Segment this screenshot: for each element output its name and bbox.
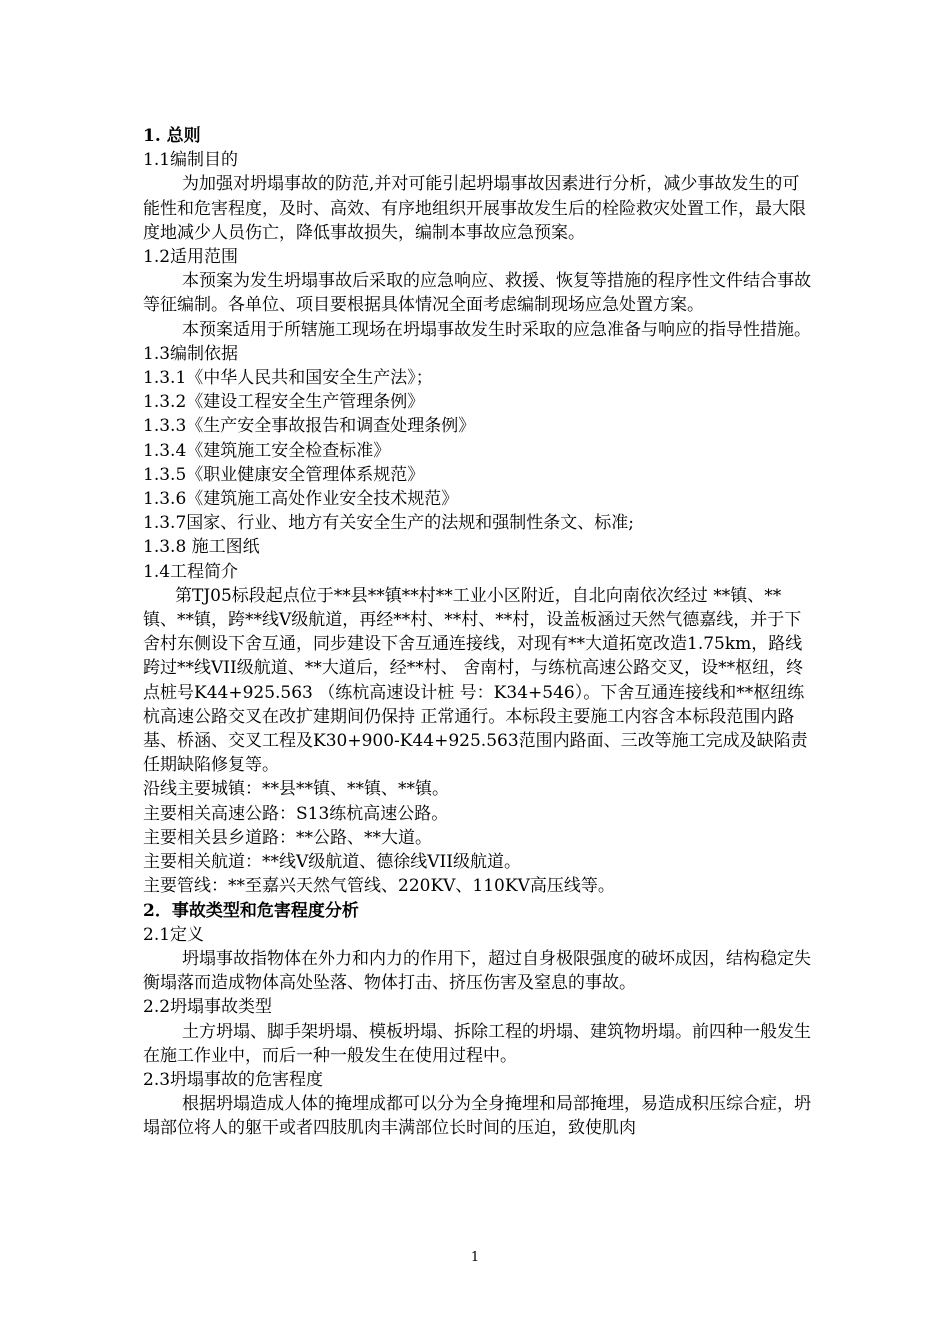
subsection-heading: 2.1定义 (143, 924, 205, 945)
section-heading: 2．事故类型和危害程度分析 (143, 900, 359, 921)
subsection-heading: 1.3编制依据 (143, 343, 239, 364)
paragraph: 根据坍塌造成人体的掩埋成都可以分为全身掩埋和局部掩埋，易造成积压综合症，坍塌部位将人的躯干或者四肢肌肉丰满部位长时间的压迫，致使肌肉 (143, 1094, 811, 1139)
section-heading: 1. 总则 (143, 126, 201, 146)
subsection-heading: 1.1编制目的 (143, 150, 239, 171)
info-line: 主要相关县乡道路：**公路、**大道。 (143, 827, 432, 848)
info-line: 主要管线：**至嘉兴天然气管线、220KV、110KV高压线等。 (143, 876, 615, 897)
subsection-heading: 2.3坍塌事故的危害程度 (143, 1069, 324, 1090)
info-line: 主要相关高速公路：S13练杭高速公路。 (143, 803, 449, 824)
list-item: 1.3.1《中华人民共和国安全生产法》； (143, 368, 433, 389)
paragraph: 坍塌事故指物体在外力和内力的作用下，超过自身极限强度的破坏成因，结构稳定失衡塌落而造成物体高处坠落、物体打击、挤压伤害及窒息的事故。 (143, 948, 811, 994)
subsection-heading: 2.2坍塌事故类型 (143, 997, 273, 1018)
list-item: 1.3.3《生产安全事故报告和调查处理条例》 (143, 416, 476, 437)
list-item: 1.3.6《建筑施工高处作业安全技术规范》 (143, 489, 459, 510)
list-item: 1.3.5《职业健康安全管理体系规范》 (143, 464, 425, 485)
list-item: 1.3.8 施工图纸 (143, 537, 260, 558)
list-item: 1.3.2《建设工程安全生产管理条例》 (143, 392, 425, 413)
paragraph: 为加强对坍塌事故的防范,并对可能引起坍塌事故因素进行分析，减少事故发生的可能性和危害程度，及时、高效、有序地组织开展事故发生后的栓险救灾处置工作，最大限度地减少人员伤亡，降低事故损失，编制本事故应急预案。 (143, 174, 806, 243)
info-line: 沿线主要城镇：**县**镇、**镇、**镇。 (143, 779, 449, 800)
paragraph: 土方坍塌、脚手架坍塌、模板坍塌、拆除工程的坍塌、建筑物坍塌。前四种一般发生在施工作业中，而后一种一般发生在使用过程中。 (143, 1021, 811, 1066)
list-item: 1.3.4《建筑施工安全检查标准》 (143, 440, 391, 461)
page-number: 1 (470, 1250, 480, 1265)
paragraph: 本预案为发生坍塌事故后采取的应急响应、救援、恢复等措施的程序性文件结合事故等征编制。各单位、项目要根据具体情况全面考虑编制现场应急处置方案。 (143, 271, 811, 316)
document-body (143, 124, 811, 1141)
subsection-heading: 1.4工程简介 (143, 561, 239, 582)
subsection-heading: 1.2适用范围 (143, 247, 239, 268)
list-item: 1.3.7国家、行业、地方有关安全生产的法规和强制性条文、标准; (143, 513, 634, 534)
paragraph: 第TJ05标段起点位于**县**镇**村**工业小区附近，自北向南依次经过 **镇、**镇、**镇，跨**线Ⅴ级航道，再经**村、**村、**村，设盖板涵过天然气德嘉线，并于下舍村东侧设下舍互通，同步建设下舍互通连接线，对现有**大道拓宽改造1.75km，路线跨过**线VII级航道、**大道后，经**村、 舍南村，与练杭高速公路交叉，设**枢纽，终点桩号K44+925.563 （练杭高速设计桩 号：K34+546）。下舍互通连接线和**枢纽练杭高速公路交叉在改扩建期间仍保持 正常通行。本标段主要施工内容含本标段范围内路基、桥涵、交叉工程及K30+900-K44+925.563范围内路面、三改等施工完成及缺陷责任期缺陷修复等。 (143, 585, 808, 776)
info-line: 主要相关航道：**线Ⅴ级航道、德徐线VII级航道。 (143, 852, 521, 873)
paragraph: 本预案适用于所辖施工现场在坍塌事故发生时采取的应急准备与响应的指导性措施。 (182, 319, 811, 340)
